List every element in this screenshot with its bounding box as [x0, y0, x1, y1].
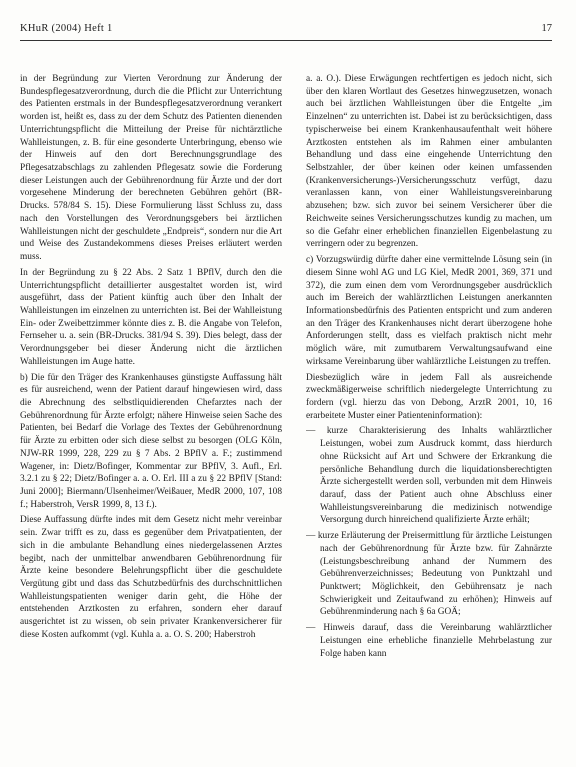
left-column — [20, 73, 282, 763]
list-item: — kurze Charakterisierung des Inhalts wahlärztlicher Leistungen, wobei zum Ausdruck kommt, dass hierdurch ohne Rücksicht auf Art und Schwere der Erkrankung die persönliche Behandlung durch die liquidationsberechtigten Ärzte sichergestellt werden soll, verbunden mit dem Hinweis darauf, dass der Patient auch ohne Abschluss einer Wahlleistungsvereinbarung die medizinisch notwendige Versorgung durch hinreichend qualifizierte Ärzte erhält; — [306, 426, 552, 526]
paragraph: c) Vorzugswürdig dürfte daher eine vermittelnde Lösung sein (in diesem Sinne wohl AG und LG Kiel, MedR 2001, 369, 371 und 372), die zum einen dem vom Verordnungsgeber ausdrücklich auch im Bereich der wahlärztlichen Leistungen anerkannten Informationsbedürfnis des Patienten entspricht und zum anderen an den Träger des Krankenhauses nicht derart überzogene hohe Anforderungen stellt, dass es vielfach praktisch nicht mehr möglich wäre, mit zumutbarem Verwaltungsaufwand eine wirksame Vereinbarung über wahlärztliche Leistungen zu treffen. — [306, 255, 552, 367]
paragraph: in der Begründung zur Vierten Verordnung zur Änderung der Bundespflegesatzverordnung, durch die die Pflicht zur Unterrichtung des Patienten erstmals in der Bundespflegesatzverordnung verankert worden ist, heißt es, dass zu der dem Schutz des Patienten dienenden Unterrichtungspflicht die Mitteilung der Preise für nichtärztliche Wahlleistungen, z. B. für eine gesonderte Unterbringung, ebenso wie der Hinweis auf den dort Berechnungsgrundlage des Pflegesatzabschlags zu zahlenden Pflegesatz sowie die Forderung dieser Leistungen auch der Gebührenordnung für Ärzte und der dort vorgesehene Minderung der berechneten Gebühren gehört (BR-Drucks. 578/84 S. 15). Diese Formulierung lässt Schluss zu, dass nach den Vorstellungen des Verordnungsgebers bei ärztlichen Wahlleistungen nicht der geschuldete „Endpreis“, sondern nur die Art und Weise des Zustandekommens dieses Preises erläutert werden muss. — [20, 74, 282, 263]
page-number: 17 — [541, 23, 552, 34]
right-column — [306, 73, 552, 763]
bullet-list — [306, 425, 552, 660]
paragraph: Diesbezüglich wäre in jedem Fall als ausreichende zweckmäßigerweise schriftlich niedergelegte Unterrichtung zu fordern (vgl. hierzu das von Debong, ArztR 2001, 10, 16 erarbeitete Muster einer Patienteninformation): — [306, 372, 552, 421]
header-rule — [20, 40, 552, 41]
paragraph: Diese Auffassung dürfte indes mit dem Gesetz nicht mehr vereinbar sein. Zwar trifft es zu, dass es gegenüber dem Privatpatienten, der sich in die ambulante Behandlung eines niedergelassenen Arztes begibt, nach der unmittelbar anwendbaren Gebührenordnung für Ärzte keine besondere Belehrungspflicht über die geschuldete Vergütung gibt und dass das Schutzbedürfnis des durchschnittlichen Wahlleistungspatienten weniger darin geht, die Höhe der entstehenden Arztkosten zu erfahren, sondern eher darauf ausgerichtet ist zu wissen, ob sein privater Krankenversicherer für diese Kosten aufkommt (vgl. Kuhla a. a. O. S. 200; Haberstroh — [20, 515, 282, 640]
journal-citation: KHuR (2004) Heft 1 — [20, 23, 113, 34]
paragraph: In der Begründung zu § 22 Abs. 2 Satz 1 BPflV, durch den die Unterrichtungspflicht detaillierter ausgestaltet worden ist, wird ausgeführt, dass der Patient künftig auch über den Inhalt der Wahlleistungen im einzelnen zu unterrichten ist. Bei der Wahlleistung Ein- oder Zweibettzimmer könnte dies z. B. die Angabe von Telefon, Fernseher u. a. sein (BR-Drucks. 381/94 S. 39). Dies belegt, dass der Verordnungsgeber bei dieser Änderung nicht die ärztlichen Wahlleistungen im Auge hatte. — [20, 267, 282, 367]
running-header — [20, 22, 552, 36]
list-item: — kurze Erläuterung der Preisermittlung für ärztliche Leistungen nach der Gebührenordnung für Ärzte bzw. für Zahnärzte (Leistungsbeschreibung anhand der Nummern des Gebührenverzeichnisses; Bedeutung von Punktzahl und Punktwert; Möglichkeit, den Gebührensatz je nach Schwierigkeit und Zeitaufwand zu erhöhen); Hinweis auf Gebührenminderung nach § 6a GOÄ; — [306, 531, 552, 618]
paragraph: a. a. O.). Diese Erwägungen rechtfertigen es jedoch nicht, sich über den klaren Wortlaut des Gesetzes hinwegzusetzen, wonach auch bei ärztlichen Wahlleistungen über die Entgelte „im Einzelnen“ zu unterrichten ist. Dabei ist zu berücksichtigen, dass typischerweise bei einem Krankenhausaufenthalt weit höhere Arztkosten entstehen als im Rahmen einer ambulanten Behandlung und dass eine eingehende Unterrichtung den Selbstzahler, der über keinen oder keinen umfassenden (Krankenversicherungs-)Versicherungsschutz verfügt, dazu veranlassen kann, von einer Wahlleistungsvereinbarung abzusehen; bzw. sich zuvor bei seinem Versicherer über die Reichweite seines Versicherungsschutzes kundig zu machen, um so die Gefahr einer erheblichen finanziellen Eigenbelastung zu verringern oder zu begrenzen. — [306, 74, 552, 250]
list-item: — Hinweis darauf, dass die Vereinbarung wahlärztlicher Leistungen eine erhebliche finanzielle Mehrbelastung zur Folge haben kann — [306, 623, 552, 659]
paragraph: b) Die für den Träger des Krankenhauses günstigste Auffassung hält es für ausreichend, wenn der Patient darauf hingewiesen wird, dass die Abrechnung des selbstliquidierenden Chefarztes nach der Gebührenordnung für Ärzte erfolgt; nähere Hinweise seien Sache des Patienten, bei Bedarf die Vorlage des Textes der Gebührenordnung für Ärzte zu erbitten oder sich diese selbst zu besorgen (OLG Köln, NJW-RR 1999, 228, 229 zu § 7 Abs. 2 BPflV a. F.; zustimmend Wagener, in: Dietz/Bofinger, Kommentar zur BPflV, 3. Aufl., Erl. 3.2.1 zu § 22; Dietz/Bofinger a. a. O. Erl. III a zu § 22 BPflV [Stand: Juni 2000]; Biermann/Ulsenheimer/Weißauer, MedR 2000, 107, 108 f.; Haberstroh, VersR 1999, 8, 13 f.). — [20, 372, 282, 510]
